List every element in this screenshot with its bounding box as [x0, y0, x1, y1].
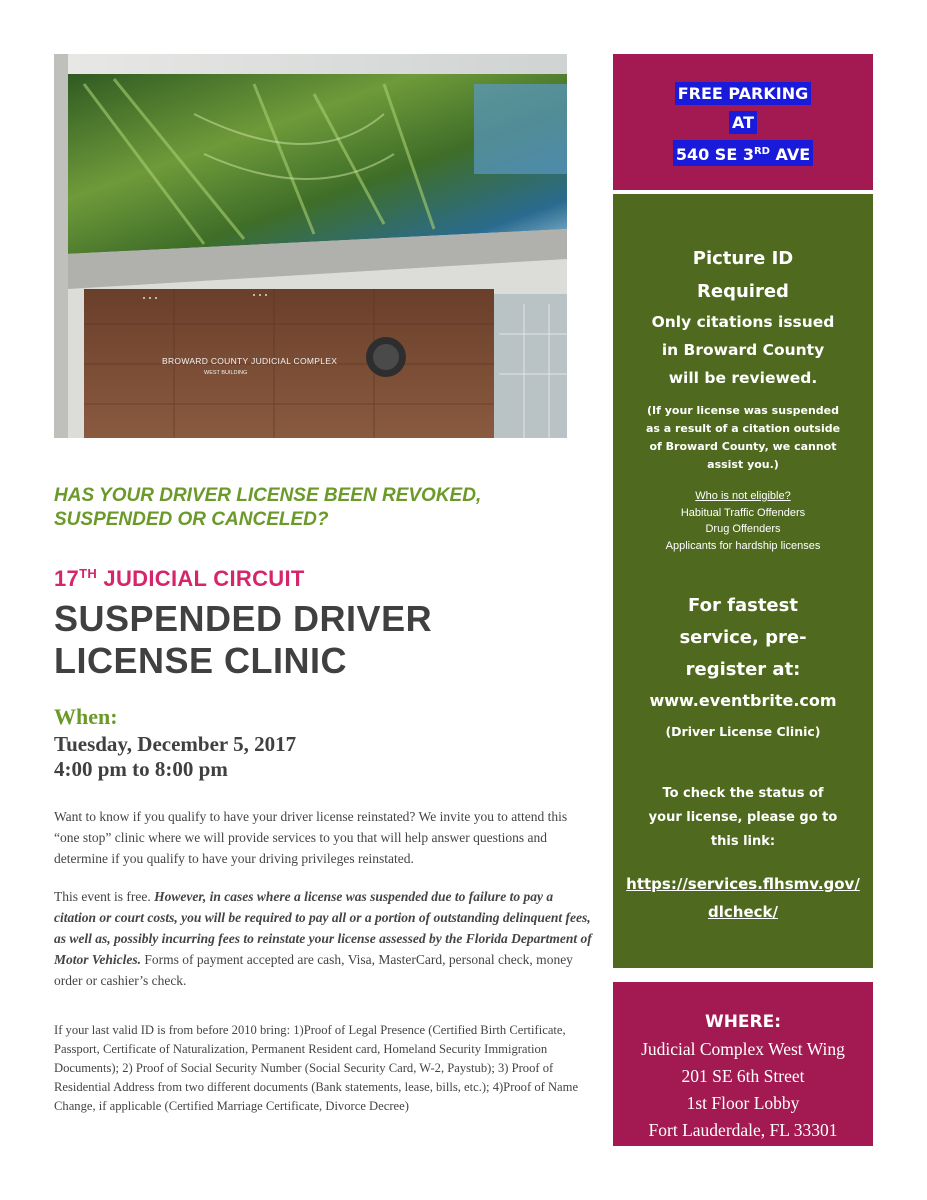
question-line2: SUSPENDED OR CANCELED? [54, 509, 329, 530]
status-line3: this link: [710, 834, 776, 849]
clinic-title-line1: SUSPENDED DRIVER [54, 598, 433, 639]
circuit-name: JUDICIAL CIRCUIT [97, 566, 305, 591]
parking-address: 540 SE 3RD AVE [673, 140, 813, 166]
clinic-title-line2: LICENSE CLINIC [54, 640, 348, 681]
requirements-box [613, 194, 873, 968]
courthouse-photo [54, 54, 567, 438]
note-line3: of Broward County, we cannot [649, 440, 837, 453]
when-label: When: [54, 704, 118, 729]
payment-methods-text: Forms of payment accepted are cash, Visa, MasterCard, personal check, money order or cashier’s check. [54, 952, 573, 988]
status-line1: To check the status of [662, 786, 824, 801]
fastest-line2: service, pre- [679, 627, 807, 648]
fastest-line1: For fastest [688, 595, 798, 616]
question-line1: HAS YOUR DRIVER LICENSE BEEN REVOKED, [54, 485, 482, 506]
picture-id-line2: Required [697, 281, 789, 302]
circuit-title [54, 566, 594, 592]
circuit-suffix: TH [79, 566, 98, 581]
fastest-line3: register at: [685, 659, 801, 680]
courthouse-illustration [54, 54, 567, 438]
note-line1: (If your license was suspended [646, 404, 839, 417]
headline-question [54, 484, 594, 532]
parking-box [613, 54, 873, 190]
eligibility-item: Habitual Traffic Offenders [680, 506, 806, 519]
eligibility-title: Who is not eligible? [695, 490, 791, 502]
citations-line2: in Broward County [661, 341, 825, 359]
sign-text-line1: BROWARD COUNTY JUDICIAL COMPLEX [162, 356, 338, 366]
parking-line2: AT [729, 111, 757, 134]
eligibility-list [613, 488, 873, 554]
where-line2: 201 SE 6th Street [681, 1066, 805, 1086]
license-status-link[interactable] [613, 870, 873, 926]
eventbrite-url[interactable]: www.eventbrite.com [649, 691, 837, 710]
where-line3: 1st Floor Lobby [686, 1093, 800, 1113]
intro-paragraph: Want to know if you qualify to have your driver license reinstated? We invite you to attend this “one stop” clinic where we will provide services to you that will help answer questions and determine if you qualify to have your driving privileges reinstated. [54, 809, 568, 866]
where-line1: Judicial Complex West Wing [641, 1039, 845, 1059]
fees-paragraph [54, 886, 594, 991]
status-line2: your license, please go to [648, 810, 838, 825]
event-date: Tuesday, December 5, 2017 [54, 732, 297, 756]
documents-paragraph: If your last valid ID is from before 2010 bring: 1)Proof of Legal Presence (Certified Birth Certificate, Passport, Certificate of Naturalization, Permanent Resident card, Homeland Security Immigration Documents); 2) Proof of Social Security Number (Social Security Card, W-2, Paystub); 3) Proof of Residential Address from two different documents (Bank statements, lease, bills, etc.); 4)Proof of Name Change, if applicable (Certified Marriage Certificate, Divorce Decree) [54, 1023, 579, 1113]
parking-line1: FREE PARKING [675, 82, 812, 105]
citations-line3: will be reviewed. [668, 369, 818, 387]
fees-free-text: This event is free. [54, 889, 155, 904]
picture-id-line1: Picture ID [692, 248, 794, 269]
note-line4: assist you.) [707, 458, 779, 471]
location-box [613, 982, 873, 1146]
sign-text-line2: WEST BUILDING [204, 370, 248, 376]
circuit-number: 17 [54, 566, 80, 591]
clinic-title [54, 598, 594, 682]
citations-line1: Only citations issued [651, 313, 835, 331]
eligibility-item: Applicants for hardship licenses [665, 539, 821, 552]
link-line1[interactable]: https://services.flhsmv.gov/ [626, 875, 860, 893]
fees-warning-text: However, in cases where a license was suspended due to failure to pay a citation or court costs, you will be required to pay all or a portion of outstanding delinquent fees, as well as, possibly incurring fees to reinstate your license assessed by the Florida Department of Motor Vehicles. [54, 889, 592, 967]
eligibility-item: Drug Offenders [705, 523, 781, 535]
where-title: WHERE: [704, 1012, 782, 1032]
event-time: 4:00 pm to 8:00 pm [54, 757, 228, 781]
clinic-registration-note: (Driver License Clinic) [665, 724, 821, 739]
note-line2: as a result of a citation outside [645, 422, 841, 435]
link-line2[interactable]: dlcheck/ [708, 903, 778, 921]
where-line4: Fort Lauderdale, FL 33301 [648, 1120, 838, 1140]
